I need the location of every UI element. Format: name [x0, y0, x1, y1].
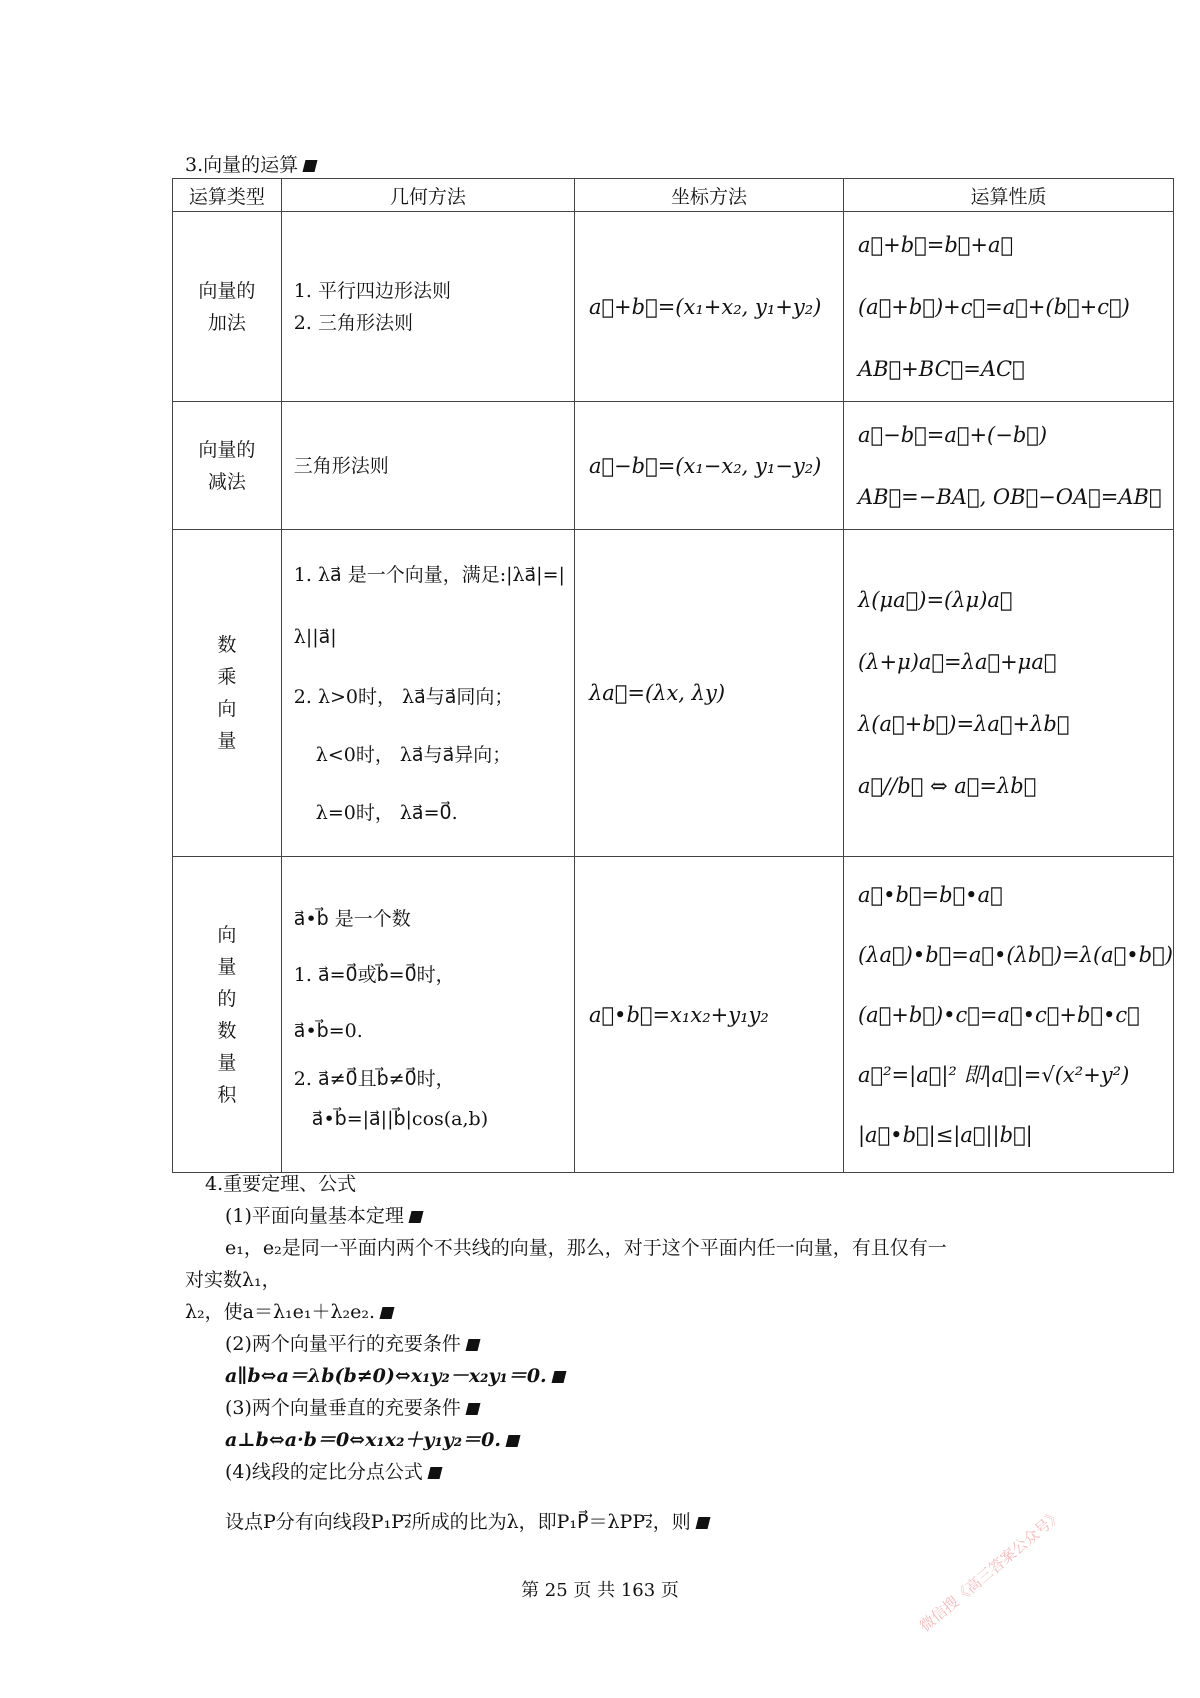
subheading: (4)线段的定比分点公式 — [185, 1456, 1085, 1488]
cell-geometry: 1. λa⃗ 是一个向量，满足:|λa⃗|=|λ||a⃗| 2. λ>0时， λa⃗与a⃗同向； λ<0时， λa⃗与a⃗异向； λ=0时， λa⃗=0⃗. — [281, 530, 574, 857]
page-footer: 第 25 页 共 163 页 — [521, 1580, 679, 1601]
square-bullet-icon — [505, 1435, 520, 1447]
header-coordinate: 坐标方法 — [574, 179, 843, 212]
cell-coordinate: a⃗−b⃗=(x₁−x₂, y₁−y₂) — [574, 402, 843, 530]
square-bullet-icon — [695, 1517, 710, 1529]
cell-geometry: 1. 平行四边形法则 2. 三角形法则 — [281, 212, 574, 402]
header-properties: 运算性质 — [843, 179, 1173, 212]
cell-properties: a⃗+b⃗=b⃗+a⃗ (a⃗+b⃗)+c⃗=a⃗+(b⃗+c⃗) AB⃗+BC⃗=AC⃗ — [843, 212, 1173, 402]
cell-type: 向量的减法 — [173, 402, 282, 530]
formula: a∥b⇔a＝λb(b≠0)⇔x₁y₂－x₂y₁＝0. — [185, 1360, 1085, 1392]
vector-operations-table — [172, 178, 1174, 1173]
cell-properties: a⃗−b⃗=a⃗+(−b⃗) AB⃗=−BA⃗, OB⃗−OA⃗=AB⃗ — [843, 402, 1173, 530]
cell-geometry: 三角形法则 — [281, 402, 574, 530]
square-bullet-icon — [303, 160, 318, 172]
cell-coordinate: a⃗+b⃗=(x₁+x₂, y₁+y₂) — [574, 212, 843, 402]
table-row — [173, 530, 1174, 857]
cell-geometry: a⃗•b⃗ 是一个数 1. a⃗=0⃗或b⃗=0⃗时， a⃗•b⃗=0. 2. a⃗≠0⃗且b⃗≠0⃗时， a⃗•b⃗=|a⃗||b⃗|cos(a,b) — [281, 857, 574, 1173]
square-bullet-icon — [465, 1339, 480, 1351]
table-row — [173, 212, 1174, 402]
paragraph: e₁，e₂是同一平面内两个不共线的向量，那么，对于这个平面内任一向量，有且仅有一 — [225, 1237, 947, 1259]
section-heading: 4.重要定理、公式 — [205, 1173, 357, 1195]
cell-type: 向量的加法 — [173, 212, 282, 402]
square-bullet-icon — [551, 1371, 566, 1383]
paragraph: 对实数λ₁， — [185, 1269, 281, 1291]
subheading: (1)平面向量基本定理 — [185, 1200, 1085, 1232]
watermark: 微信搜《高三答案公众号》 — [916, 1505, 1066, 1636]
table-row — [173, 857, 1174, 1173]
table-header-row — [173, 179, 1174, 212]
subheading: (3)两个向量垂直的充要条件 — [185, 1392, 1085, 1424]
square-bullet-icon — [380, 1307, 395, 1319]
header-type: 运算类型 — [173, 179, 282, 212]
section-title: 3.向量的运算 — [185, 150, 316, 177]
cell-properties: λ(μa⃗)=(λμ)a⃗ (λ+μ)a⃗=λa⃗+μa⃗ λ(a⃗+b⃗)=λa⃗+λb⃗ a⃗//b⃗ ⇔ a⃗=λb⃗ — [843, 530, 1173, 857]
square-bullet-icon — [408, 1211, 423, 1223]
table-row — [173, 402, 1174, 530]
paragraph: 设点P分有向线段P₁P₂⃗所成的比为λ，即P₁P⃗＝λPP₂⃗，则 — [185, 1506, 1085, 1538]
square-bullet-icon — [465, 1403, 480, 1415]
cell-coordinate: λa⃗=(λx, λy) — [574, 530, 843, 857]
cell-coordinate: a⃗•b⃗=x₁x₂+y₁y₂ — [574, 857, 843, 1173]
header-geometry: 几何方法 — [281, 179, 574, 212]
cell-properties: a⃗•b⃗=b⃗•a⃗ (λa⃗)•b⃗=a⃗•(λb⃗)=λ(a⃗•b⃗) (a⃗+b⃗)•c⃗=a⃗•c⃗+b⃗•c⃗ a⃗²=|a⃗|² 即|a⃗|=√(x²+y²) |a⃗•b⃗|≤|a⃗||b⃗| — [843, 857, 1173, 1173]
square-bullet-icon — [427, 1467, 442, 1479]
cell-type: 数乘向量 — [173, 530, 282, 857]
paragraph: λ₂，使a＝λ₁e₁＋λ₂e₂. — [185, 1296, 1085, 1328]
cell-type: 向量的数量积 — [173, 857, 282, 1173]
subheading: (2)两个向量平行的充要条件 — [185, 1328, 1085, 1360]
formula: a⊥b⇔a·b＝0⇔x₁x₂＋y₁y₂＝0. — [185, 1424, 1085, 1456]
theorems-section — [185, 1168, 1085, 1538]
